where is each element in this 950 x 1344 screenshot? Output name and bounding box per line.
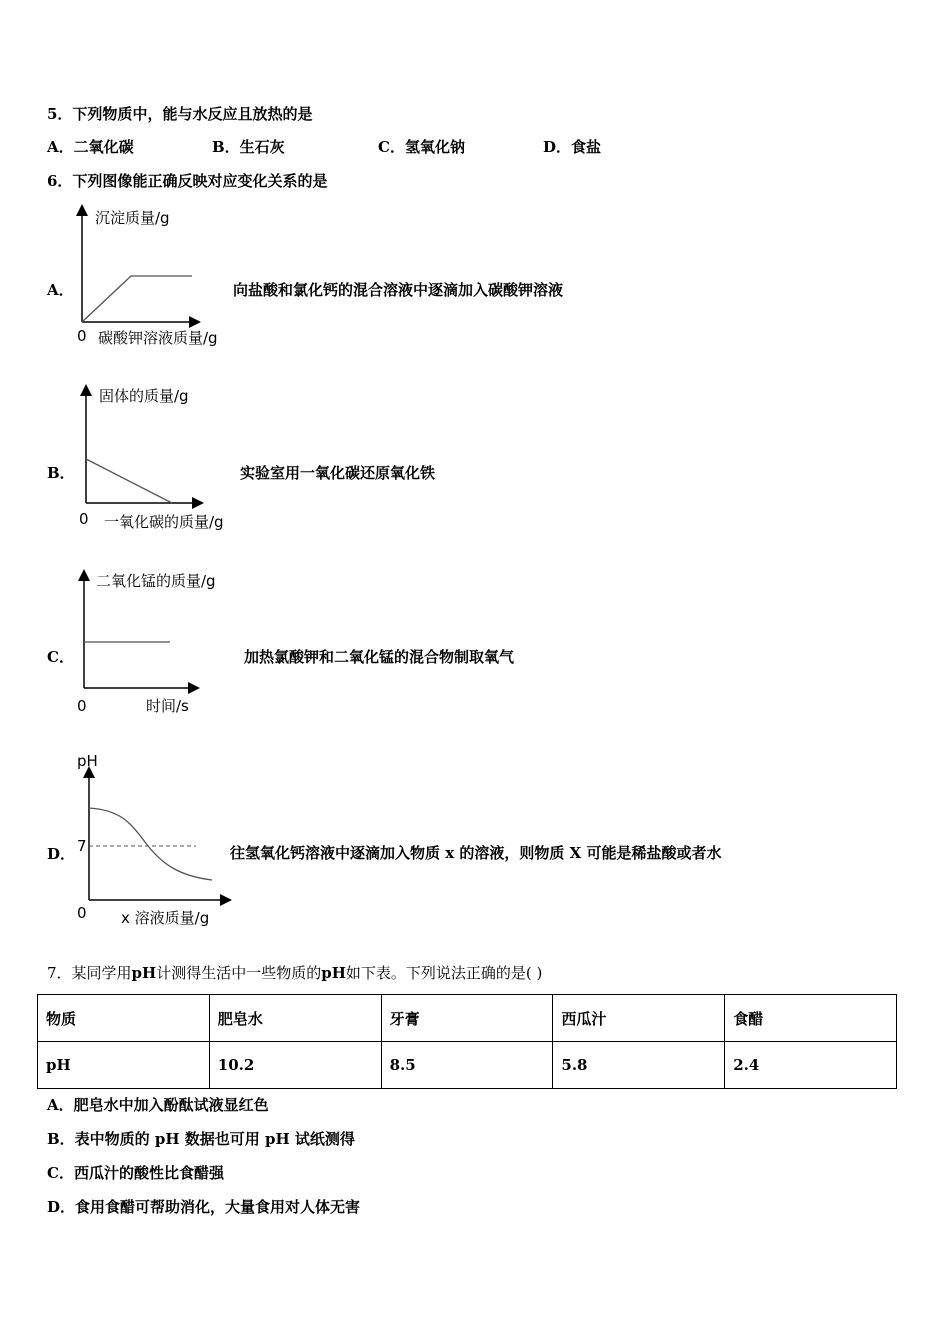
graph-d-seven: 7 — [77, 837, 87, 855]
table-row — [38, 995, 897, 1042]
q7-option-a: A．肥皂水中加入酚酞试液显红色 — [47, 1096, 269, 1114]
table-cell: 10.2 — [209, 1042, 381, 1089]
graph-a-ylabel: 沉淀质量/g — [95, 209, 170, 227]
q6-stem: 6．下列图像能正确反映对应变化关系的是 — [47, 172, 328, 190]
graph-c-ylabel: 二氧化锰的质量/g — [96, 572, 216, 590]
q5-option-d: D．食盐 — [543, 138, 602, 156]
table-header-cell: 肥皂水 — [209, 995, 381, 1042]
table-cell: 8.5 — [381, 1042, 553, 1089]
graph-d-ylabel: pH — [77, 752, 98, 770]
q6-option-a-label: A． — [47, 281, 74, 299]
table-cell: 2.4 — [725, 1042, 897, 1089]
graph-a-curve — [82, 276, 192, 322]
graph-b-curve — [86, 459, 172, 503]
table-header-cell: 食醋 — [725, 995, 897, 1042]
graph-d-xlabel: x 溶液质量/g — [121, 909, 210, 927]
q6-option-c-desc: 加热氯酸钾和二氧化锰的混合物制取氧气 — [244, 648, 515, 666]
q6-option-d-label: D． — [47, 845, 76, 863]
ph-table — [37, 994, 897, 1089]
table-header-cell: 西瓜汁 — [553, 995, 725, 1042]
q6-option-a-desc: 向盐酸和氯化钙的混合溶液中逐滴加入碳酸钾溶液 — [233, 281, 564, 299]
table-cell: 5.8 — [553, 1042, 725, 1089]
table-header-cell: 牙膏 — [381, 995, 553, 1042]
graph-c-xlabel: 时间/s — [146, 697, 189, 715]
q5-stem: 5．下列物质中，能与水反应且放热的是 — [47, 105, 313, 123]
q7-stem: 7．某同学用pH计测得生活中一些物质的pH如下表。下列说法正确的是( ) — [47, 964, 543, 982]
q6-option-b-desc: 实验室用一氧化碳还原氧化铁 — [240, 464, 436, 482]
q7-option-b: B．表中物质的 pH 数据也可用 pH 试纸测得 — [47, 1130, 355, 1148]
q5-option-c: C．氢氧化钠 — [378, 138, 465, 156]
q5-option-a: A．二氧化碳 — [47, 138, 134, 156]
graph-c-origin: 0 — [77, 697, 87, 715]
graph-b-ylabel: 固体的质量/g — [99, 387, 189, 405]
q5-option-b: B．生石灰 — [212, 138, 285, 156]
q6-option-d-desc: 往氢氧化钙溶液中逐滴加入物质 x 的溶液，则物质 X 可能是稀盐酸或者水 — [230, 844, 722, 862]
q7-option-c: C．西瓜汁的酸性比食醋强 — [47, 1164, 224, 1182]
graph-d-origin: 0 — [77, 904, 87, 922]
q6-option-b-label: B． — [47, 464, 75, 482]
table-header-cell: 物质 — [38, 995, 210, 1042]
graph-b-xlabel: 一氧化碳的质量/g — [104, 513, 224, 531]
q7-option-d: D．食用食醋可帮助消化，大量食用对人体无害 — [47, 1198, 361, 1216]
table-row — [38, 1042, 897, 1089]
graph-d-curve — [89, 808, 212, 880]
q6-option-c-label: C． — [47, 648, 74, 666]
graph-b-origin: 0 — [79, 510, 89, 528]
graph-a-origin: 0 — [77, 327, 87, 345]
graph-a-xlabel: 碳酸钾溶液质量/g — [98, 329, 218, 347]
table-cell: pH — [38, 1042, 210, 1089]
